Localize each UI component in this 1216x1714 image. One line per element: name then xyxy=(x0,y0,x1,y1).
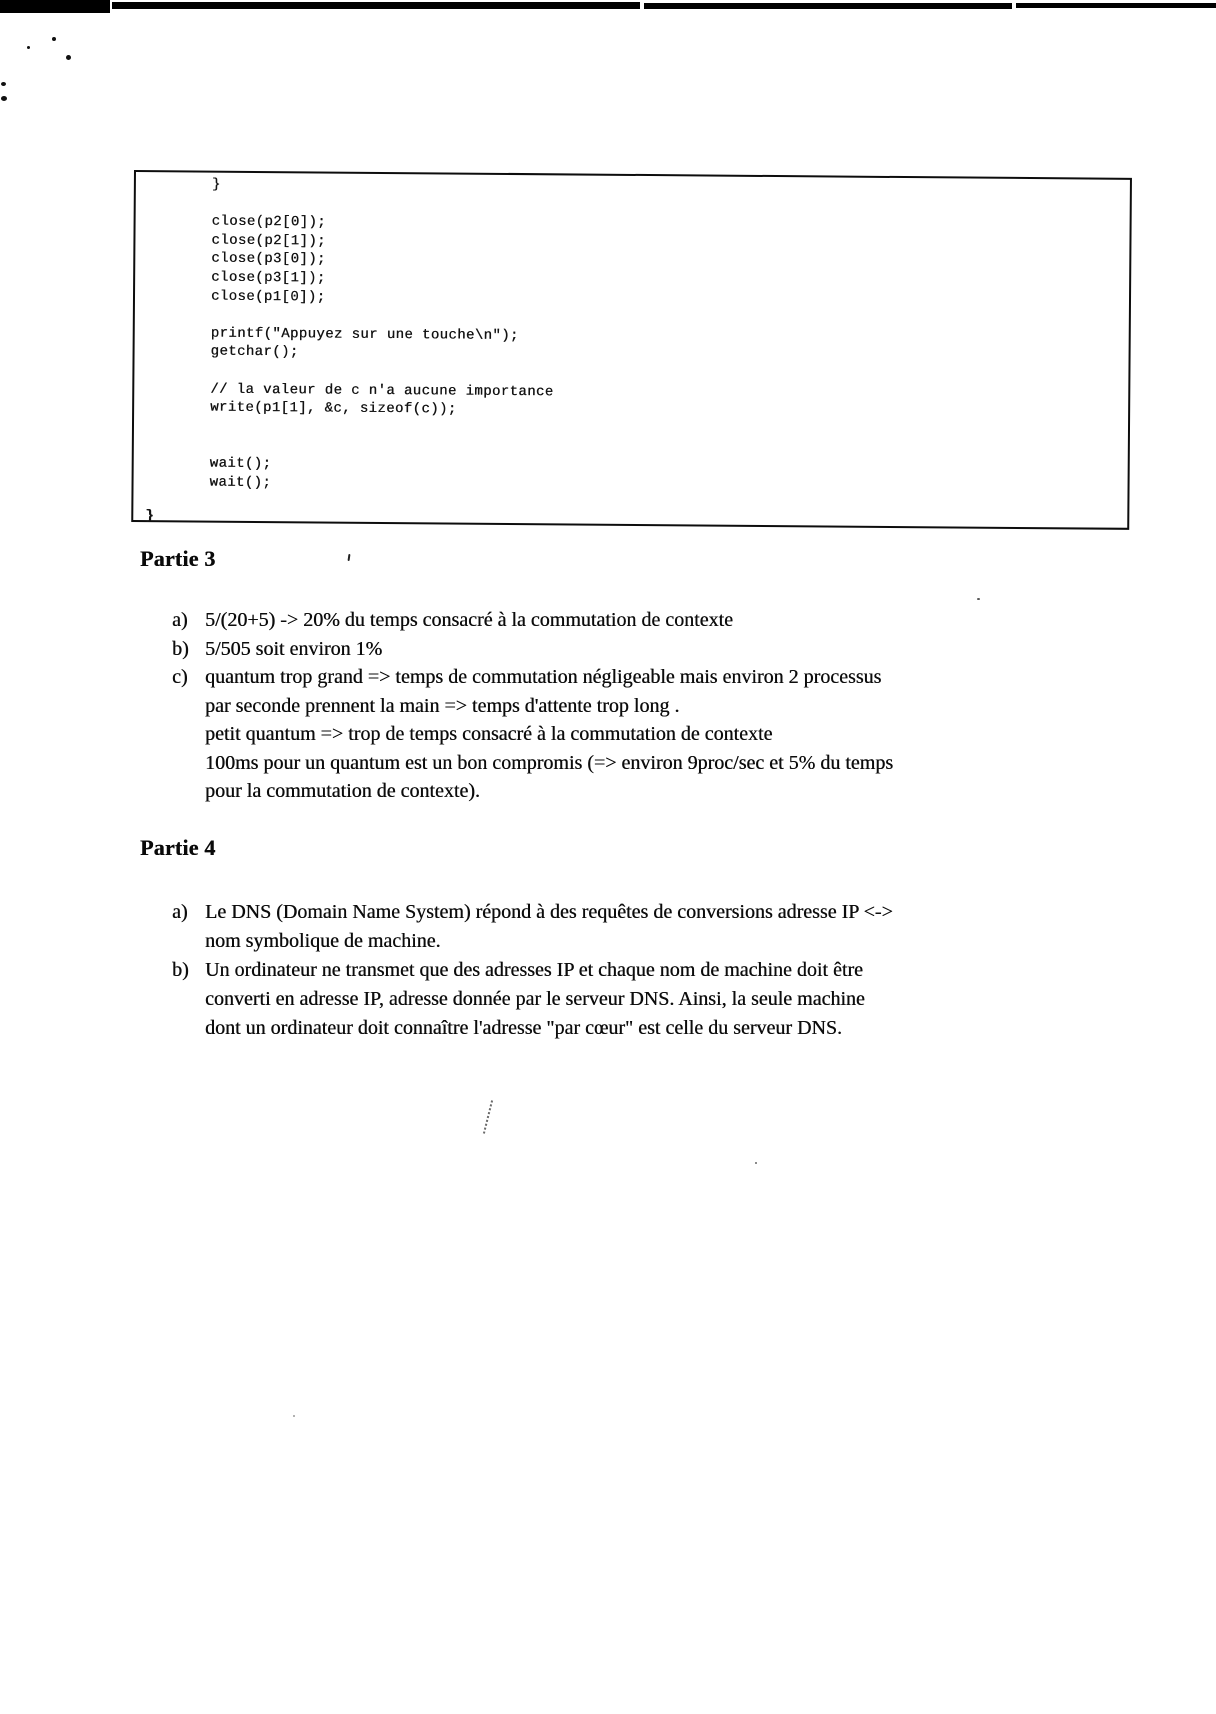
scan-speck xyxy=(293,1415,295,1417)
code-text: } close(p2[0]); close(p2[1]); close(p3[0]); close(p3[1]); close(p1[0]); printf("Appuyez sur une touche\n"); getchar(); // la valeur de c n'a aucune importance write(p1[1], &c, sizeof(c)); wait(); wait(); xyxy=(209,176,554,491)
scan-speck xyxy=(755,1162,757,1164)
answer-line: dont un ordinateur doit connaître l'adresse "par cœur" est celle du serveur DNS. xyxy=(205,1017,842,1039)
answer-item-b xyxy=(172,635,893,664)
scan-speck xyxy=(348,554,351,561)
answer-line: quantum trop grand => temps de commutation négligeable mais environ 2 processus xyxy=(205,666,882,688)
section-title-partie-3: Partie 3 xyxy=(140,546,216,571)
scan-speck xyxy=(1,96,7,101)
answer-line: pour la commutation de contexte). xyxy=(205,780,480,802)
answer-line: petit quantum => trop de temps consacré à la commutation de contexte xyxy=(205,723,773,745)
answer-line: Un ordinateur ne transmet que des adresses IP et chaque nom de machine doit être xyxy=(205,959,863,981)
answer-line: 100ms pour un quantum est un bon compromis (=> environ 9proc/sec et 5% du temps xyxy=(205,751,894,774)
answer-item-c xyxy=(172,663,893,806)
code-block xyxy=(131,170,1132,530)
answer-line: converti en adresse IP, adresse donnée par le serveur DNS. Ainsi, la seule machine xyxy=(205,988,865,1010)
item-lines xyxy=(205,898,893,956)
answer-item-a xyxy=(172,606,893,635)
scan-artifact-bar xyxy=(0,0,110,13)
item-lines xyxy=(205,956,865,1043)
scan-artifact-bar xyxy=(1016,3,1216,8)
item-lines xyxy=(205,663,893,806)
item-lines xyxy=(205,606,733,635)
scan-speck xyxy=(977,598,980,600)
item-lines xyxy=(205,635,382,664)
answer-line: 5/505 soit environ 1% xyxy=(205,637,383,660)
scan-speck xyxy=(27,46,30,49)
answer-line: 5/(20+5) -> 20% du temps consacré à la commutation de contexte xyxy=(205,609,733,631)
answer-item-a xyxy=(172,898,893,956)
scan-speck xyxy=(66,55,71,60)
section-title-partie-4: Partie 4 xyxy=(140,835,216,860)
answer-line: par seconde prennent la main => temps d'attente trop long . xyxy=(205,694,680,717)
item-label: a) xyxy=(172,609,188,631)
scan-artifact-bar xyxy=(112,2,640,9)
answer-line: nom symbolique de machine. xyxy=(205,930,441,952)
partie-3-answers xyxy=(172,606,893,806)
item-label: a) xyxy=(172,901,188,923)
item-label: b) xyxy=(172,959,189,981)
scan-slash-mark xyxy=(483,1100,493,1133)
scan-artifact-bar xyxy=(644,3,1012,9)
partie-4-answers xyxy=(172,898,893,1043)
answer-item-b xyxy=(172,956,893,1043)
scan-speck xyxy=(52,37,56,41)
item-label: b) xyxy=(172,637,189,660)
answer-line: Le DNS (Domain Name System) répond à des requêtes de conversions adresse IP <-> xyxy=(205,901,893,923)
item-label: c) xyxy=(172,666,188,688)
code-closing-brace: } xyxy=(145,508,154,525)
scan-speck xyxy=(1,82,6,86)
